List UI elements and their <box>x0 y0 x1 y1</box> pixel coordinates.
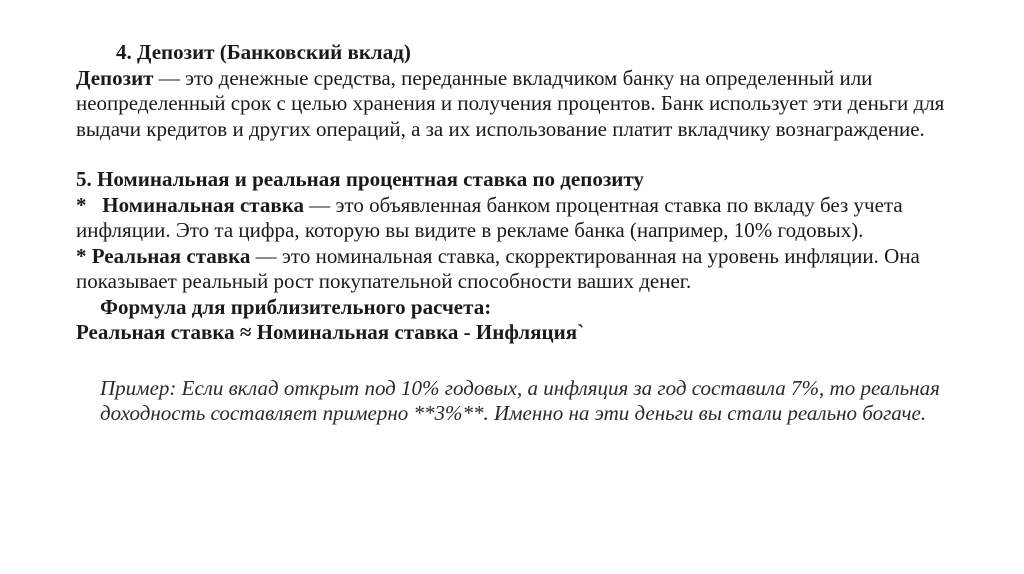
bullet-marker: * <box>76 192 103 217</box>
section4-heading: 4. Депозит (Банковский вклад) <box>116 40 411 64</box>
deposit-definition <box>76 66 966 143</box>
section5-heading: 5. Номинальная и реальная процентная ставка по депозиту <box>76 167 644 191</box>
nominal-rate-term: Номинальная ставка <box>102 192 304 217</box>
formula: Реальная ставка ≈ Номинальная ставка - Инфляция` <box>76 320 585 344</box>
deposit-definition-text: — это денежные средства, переданные вкладчиком банку на определенный или неопределенный срок с целью хранения и получения процентов. Банк использует эти деньги для выдачи кредитов и других операций, а за их использование платит вкладчику вознаграждение. <box>76 65 945 141</box>
nominal-rate-item <box>76 193 966 244</box>
spacer <box>76 346 966 376</box>
real-rate-term: Реальная ставка <box>91 243 251 268</box>
formula-title: Формула для приблизительного расчета: <box>100 294 492 319</box>
example-text: Пример: Если вклад открыт под 10% годовых, а инфляция за год составила 7%, то реальная доходность составляет примерно **3%**. Именно на эти деньги вы стали реально богаче. <box>100 375 940 425</box>
slide-content <box>76 40 966 427</box>
spacer <box>76 142 966 167</box>
nominal-rate-text: — это объявленная банком процентная ставка по вкладу без учета инфляции. Это та цифра, которую вы видите в рекламе банка (например, 10% годовых). <box>76 192 903 242</box>
example-paragraph <box>76 376 966 427</box>
real-rate-item <box>76 244 966 295</box>
bullet-marker: * <box>76 243 92 268</box>
deposit-term: Депозит <box>76 65 154 90</box>
real-rate-text: — это номинальная ставка, скорректированная на уровень инфляции. Она показывает реальный рост покупательной способности ваших денег. <box>76 243 920 293</box>
